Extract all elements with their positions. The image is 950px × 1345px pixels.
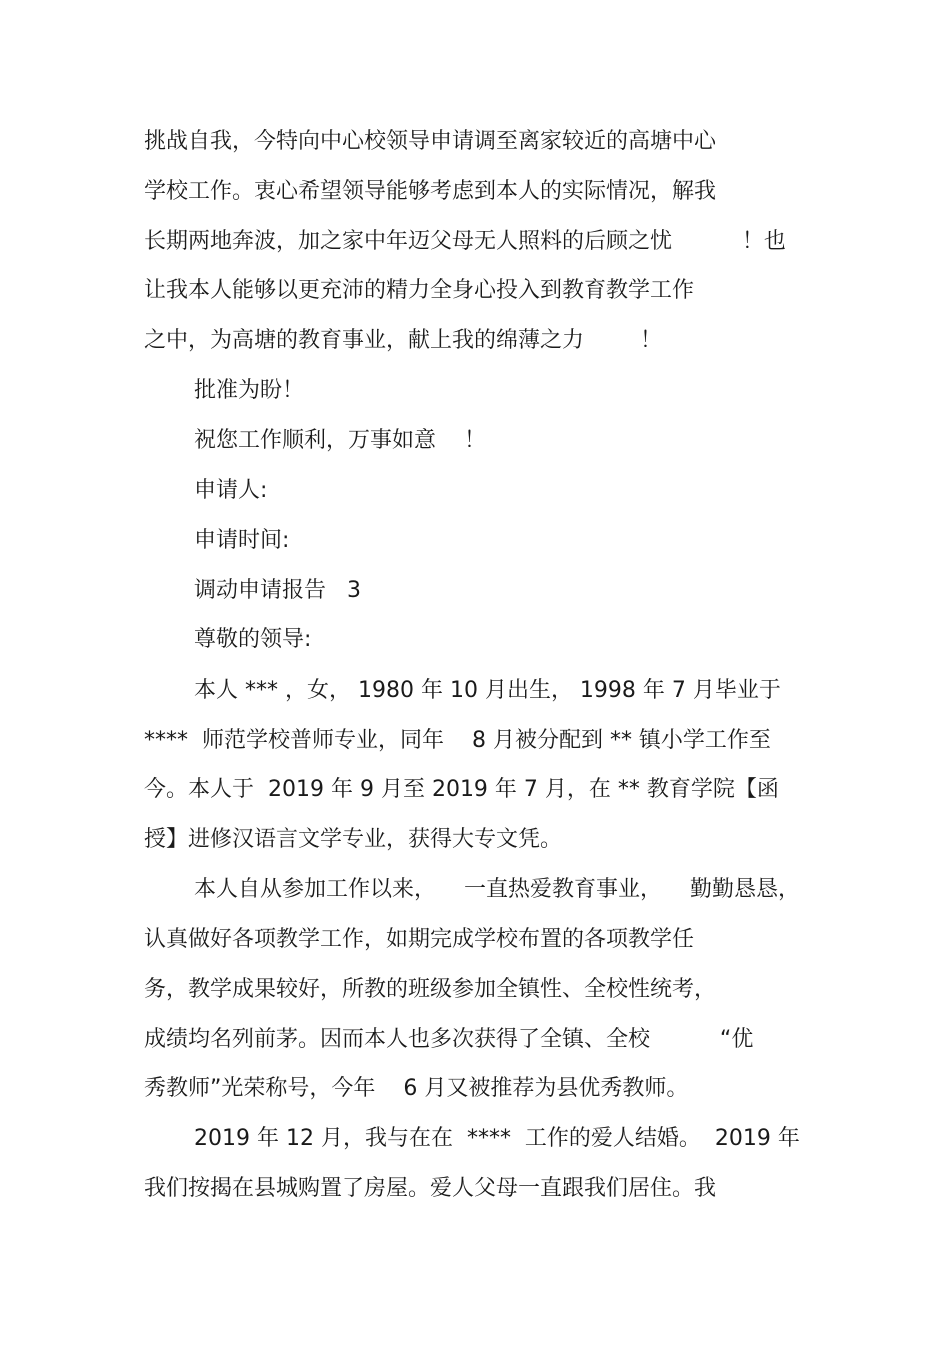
body-text-line: 授】进修汉语言文学专业，获得大专文凭。 <box>144 827 563 852</box>
approval-request-line: 批准为盼！ <box>194 378 305 403</box>
body-text-line: 成绩均名列前茅。因而本人也多次获得了全镇、全校 “优 <box>144 1027 754 1052</box>
body-text-line: 学校工作。衷心希望领导能够考虑到本人的实际情况，解我 <box>144 179 717 204</box>
applicant-field: 申请人: <box>194 478 268 503</box>
body-text-line: 认真做好各项教学工作，如期完成学校布置的各项教学任 <box>144 927 695 952</box>
body-text-line: 2019 年 12 月，我与在在 **** 工作的爱人结婚。 2019 年 <box>194 1126 800 1151</box>
closing-wish-line: 祝您工作顺利，万事如意 ！ <box>194 428 486 453</box>
application-date-field: 申请时间: <box>194 528 290 553</box>
body-text-line: 挑战自我，今特向中心校领导申请调至离家较近的高塘中心 <box>144 129 717 154</box>
body-text-line: 今。本人于 2019 年 9 月至 2019 年 7 月，在 ** 教育学院【函 <box>144 777 779 802</box>
body-text-line: 本人 *** ，女， 1980 年 10 月出生， 1998 年 7 月毕业于 <box>194 678 781 703</box>
body-text-line: 我们按揭在县城购置了房屋。爱人父母一直跟我们居住。我 <box>144 1176 717 1201</box>
body-text-line: 让我本人能够以更充沛的精力全身心投入到教育教学工作 <box>144 278 695 303</box>
section-heading: 调动申请报告 3 <box>194 578 361 603</box>
body-text-line: 秀教师”光荣称号，今年 6 月又被推荐为县优秀教师。 <box>144 1076 689 1101</box>
salutation: 尊敬的领导: <box>194 627 312 652</box>
body-text-line: 本人自从参加工作以来， 一直热爱教育事业， 勤勤恳恳， <box>194 877 800 902</box>
body-text-line: 之中，为高塘的教育事业，献上我的绵薄之力 ！ <box>144 328 662 353</box>
body-text-line: **** 师范学校普师专业，同年 8 月被分配到 ** 镇小学工作至 <box>144 728 771 753</box>
body-text-line: 务，教学成果较好，所教的班级参加全镇性、全校性统考， <box>144 977 717 1002</box>
body-text-line: 长期两地奔波，加之家中年迈父母无人照料的后顾之忧 ！也 <box>144 229 786 254</box>
